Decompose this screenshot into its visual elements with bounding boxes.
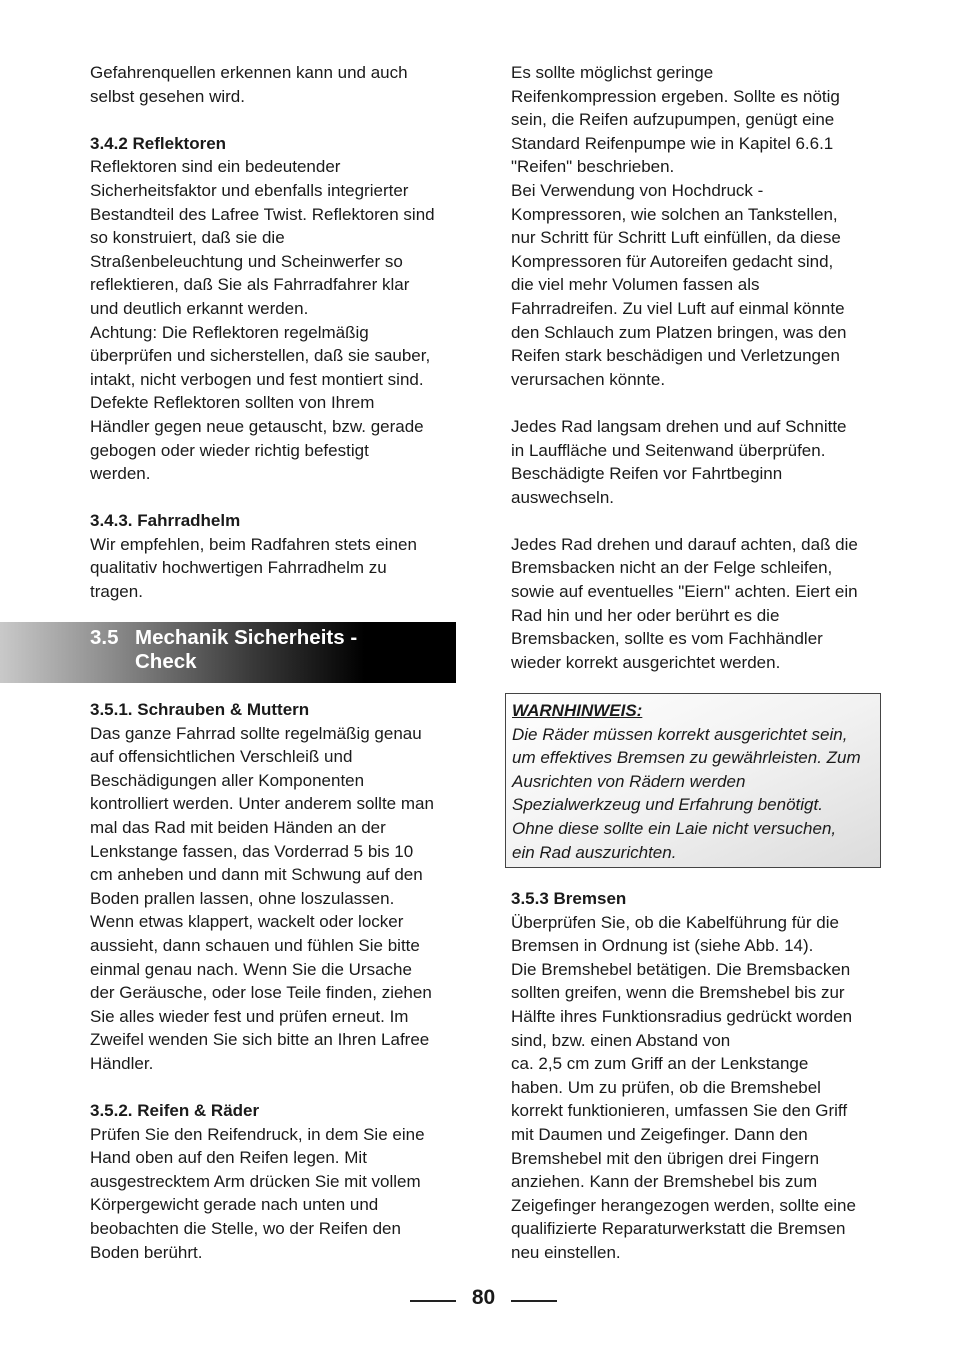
warning-box — [505, 693, 881, 868]
right-column — [511, 61, 883, 674]
right-column-lower — [511, 887, 883, 1265]
intro-paragraph: Gefahrenquellen erkennen kann und auch selbst gesehen wird. — [90, 63, 408, 106]
heading-fahrradhelm: 3.4.3. Fahrradhelm — [90, 511, 241, 531]
section-title: Mechanik Sicherheits - Check — [135, 626, 358, 673]
warning-title: WARNHINWEIS: — [512, 701, 643, 720]
heading-reflektoren: 3.4.2 Reflektoren — [90, 133, 227, 153]
reifen-paragraph: Prüfen Sie den Reifendruck, in dem Sie eine Hand oben auf den Reifen legen. Mit ausgestrecktem Arm drücken Sie mit vollem Körpergewicht gerade nach unten und beobachten die Stelle, wo der Reifen den Boden berührt. — [90, 1124, 425, 1262]
heading-bremsen: 3.5.3 Bremsen — [511, 889, 627, 908]
footer-rule-left — [410, 1300, 456, 1302]
section-number: 3.5 — [90, 626, 119, 649]
fahrradhelm-paragraph: Wir empfehlen, beim Radfahren stets einen qualitativ hochwertigen Fahrradhelm zu tragen. — [90, 534, 417, 602]
heading-reifen: 3.5.2. Reifen & Räder — [90, 1101, 260, 1121]
bremsen-paragraph: Überprüfen Sie, ob die Kabelführung für die Bremsen in Ordnung ist (siehe Abb. 14). Die Bremshebel betätigen. Die Bremsbacken sollten greifen, wenn die Bremshebel bis zur Hälfte ihres Funktionsradius gedrückt worden sind, bzw. einen Abstand von ca. 2,5 cm zum Griff an der Lenkstange haben. Um zu prüfen, ob die Bremshebel korrekt funktionieren, umfassen Sie den Griff mit Daumen und Zeigefinger. Dann den Bremshebel mit den übrigen drei Fingern anziehen. Kann der Bremshebel bis zum Zeigefinger herangezogen werden, sollte eine qualifizierte Reparaturwerkstatt die Bremsen neu einstellen. — [511, 912, 856, 1262]
warning-text: Die Räder müssen korrekt ausgerichtet sein, um effektives Bremsen zu gewährleisten. Zum Ausrichten von Rädern werden Spezialwerkzeug und Erfahrung benötigt. Ohne diese sollte ein Laie nicht versuchen, ein Rad auszurichten. — [512, 724, 861, 862]
spacer — [90, 108, 456, 132]
footer-rule-right — [511, 1300, 557, 1302]
section-heading-bar — [0, 622, 456, 683]
schnitte-paragraph: Jedes Rad langsam drehen und auf Schnitte in Lauffläche und Seitenwand überprüfen. Beschädigte Reifen vor Fahrtbeginn auswechseln. — [511, 416, 847, 507]
page-number: 80 — [471, 1286, 496, 1309]
spacer — [90, 1076, 456, 1100]
spacer — [90, 486, 456, 510]
heading-schrauben: 3.5.1. Schrauben & Muttern — [90, 700, 310, 719]
reifendruck-paragraph: Es sollte möglichst geringe Reifenkompression ergeben. Sollte es nötig sein, die Reifen aufzupumpen, genügt eine Standard Reifenpumpe wie in Kapitel 6.6.1 "Reifen" beschrieben. Bei Verwendung von Hochdruck - Kompressoren, wie solchen an Tankstellen, nur Schritt für Schritt Luft einfüllen, da diese Kompressoren für Autoreifen gedacht sind, die viel mehr Volumen fassen als Fahrradreifen. Zu viel Luft auf einmal könnte den Schlauch zum Platzen bringen, was den Reifen stark beschädigen und Verletzungen verursachen könnte. — [511, 63, 847, 389]
schrauben-paragraph: Das ganze Fahrrad sollte regelmäßig genau auf offensichtlichen Verschleiß und Beschädigungen aller Komponenten kontrolliert werden. Unter anderem sollte man mal das Rad mit beiden Händen an der Lenkstange fassen, das Vorderrad 5 bis 10 cm anheben und dann mit Schwung auf den Boden prallen lassen, ohne loszulassen. Wenn etwas klappert, wackelt oder locker aussieht, dann schauen und fühlen Sie bitte einmal genau nach. Wenn Sie die Ursache der Geräusche, oder lose Teile finden, ziehen Sie alles wieder fest und prüfen erneut. Im Zweifel wenden Sie sich bitte an Ihren Lafree Händler. — [90, 723, 434, 1073]
reflektoren-paragraph: Reflektoren sind ein bedeutender Sicherheitsfaktor und ebenfalls integrierter Bestandteil des Lafree Twist. Reflektoren sind so konstruiert, daß sie die Straßenbeleuchtung und Scheinwerfer so reflektieren, daß Sie als Fahrradfahrer klar und deutlich erkannt werden. Achtung: Die Reflektoren regelmäßig überprüfen und sicherstellen, daß sie sauber, intakt, nicht verbogen und fest montiert sind. Defekte Reflektoren sollten von Ihrem Händler gegen neue getauscht, bzw. gerade gebogen oder wieder richtig befestigt werden. — [90, 157, 435, 484]
page-footer — [0, 1284, 954, 1314]
spacer — [511, 391, 883, 415]
spacer — [511, 509, 883, 533]
left-column-lower — [90, 698, 456, 1264]
bremsbacken-paragraph: Jedes Rad drehen und darauf achten, daß die Bremsbacken nicht an der Felge schleifen, sowie auf eventuelles "Eiern" achten. Eiert ein Rad hin und her oder berührt es die Bremsbacken, sollte es vom Fachhändler wieder korrekt ausgerichtet werden. — [511, 534, 858, 672]
